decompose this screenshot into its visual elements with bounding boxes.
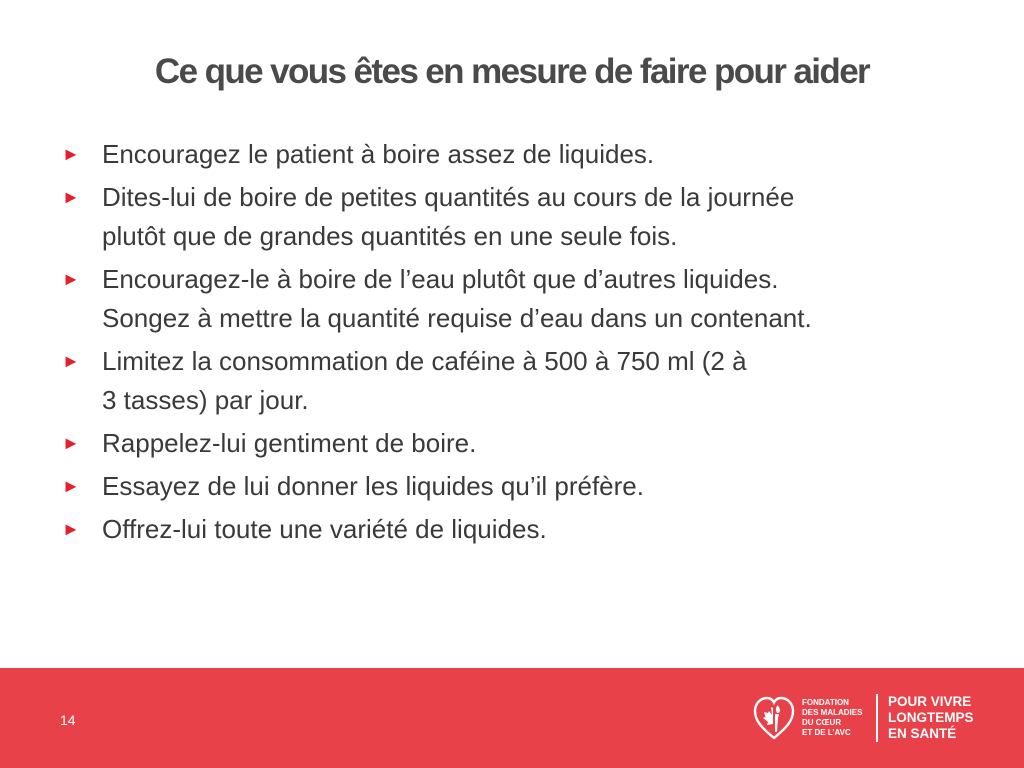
bullet-text: Dites-lui de boire de petites quantités au cours de la journée plutôt que de grandes quantités en une seule fois.: [102, 182, 795, 251]
bullet-item: [62, 467, 982, 506]
bullet-item: [62, 424, 982, 463]
bullet-text: Essayez de lui donner les liquides qu’il préfère.: [102, 471, 644, 501]
bullet-item: [62, 135, 982, 174]
bullet-item: [62, 510, 982, 549]
heart-stroke-foundation-logo: [752, 690, 1004, 746]
bullet-arrow-icon: ►: [62, 144, 80, 164]
bullet-item: [62, 342, 982, 420]
heart-maple-torch-icon: [752, 694, 796, 742]
slide-title: Ce que vous êtes en mesure de faire pour aider: [154, 52, 870, 91]
bullet-arrow-icon: ►: [62, 519, 80, 539]
bullet-text: Offrez-lui toute une variété de liquides.: [102, 514, 547, 544]
bullet-arrow-icon: ►: [62, 187, 80, 207]
bullet-list: [62, 135, 982, 553]
logo-divider: [876, 694, 878, 742]
page-number: 14: [60, 712, 76, 728]
bullet-item: [62, 178, 982, 256]
bullet-text: Encouragez le patient à boire assez de liquides.: [102, 139, 655, 169]
bullet-arrow-icon: ►: [62, 433, 80, 453]
bullet-text: Limitez la consommation de caféine à 500 à 750 ml (2 à 3 tasses) par jour.: [102, 346, 747, 415]
bullet-arrow-icon: ►: [62, 476, 80, 496]
bullet-text: Rappelez-lui gentiment de boire.: [102, 428, 477, 458]
bullet-arrow-icon: ►: [62, 351, 80, 371]
tagline: POUR VIVRE LONGTEMPS EN SANTÉ: [888, 694, 974, 741]
footer-band: [0, 668, 1024, 768]
bullet-item: [62, 260, 982, 338]
bullet-arrow-icon: ►: [62, 269, 80, 289]
foundation-name: FONDATION DES MALADIES DU CŒUR ET DE L’AVC: [802, 698, 863, 737]
bullet-text: Encouragez-le à boire de l’eau plutôt que d’autres liquides. Songez à mettre la quantité requise d’eau dans un contenant.: [102, 264, 812, 333]
